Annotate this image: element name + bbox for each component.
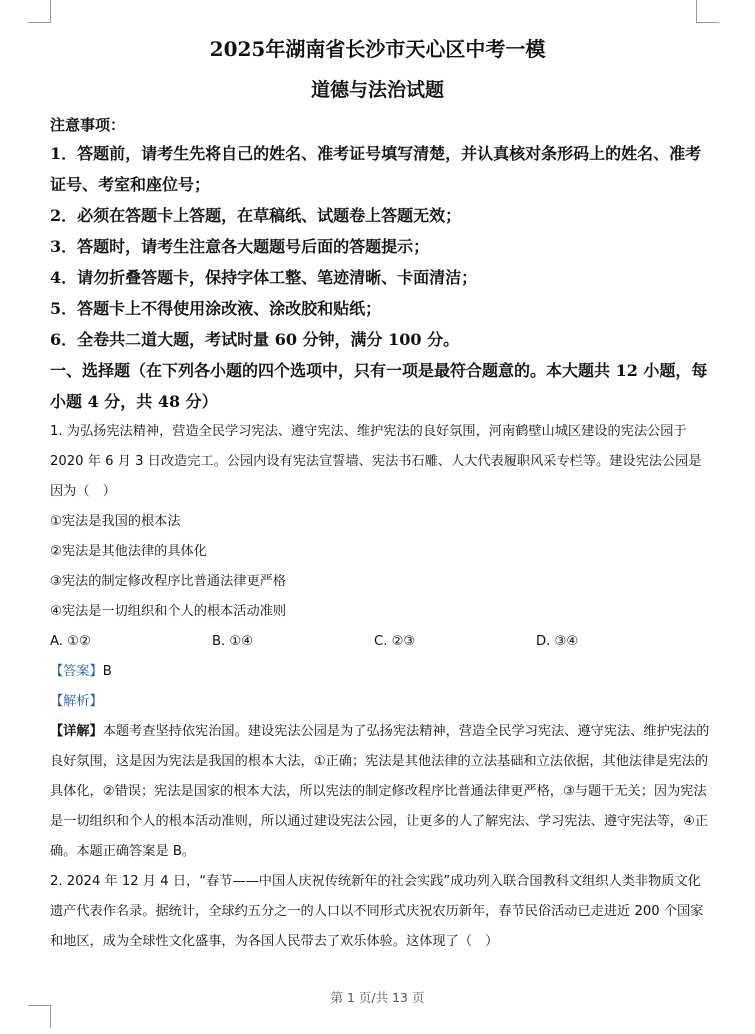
page-footer: 第 1 页/共 13 页 (330, 990, 425, 1005)
crop-mark-bottom-left (28, 1005, 51, 1028)
document-body (50, 112, 710, 957)
detail-text: 本题考查坚持依宪治国。建设宪法公园是为了弘扬宪法精神，营造全民学习宪法、遵守宪法、维护宪法的良好氛围，这是因为宪法是我国的根本大法，①正确；宪法是其他法律的立法基础和立法依据，其他法律是宪法的具体化，②错误；宪法是国家的根本大法，所以宪法的制定修改程序比普通法律更严格，③与题干无关；因为宪法是一切组织和个人的根本活动准则，所以通过建设宪法公园，让更多的人了解宪法、学习宪法、遵守宪法等，④正确。本题正确答案是 B。 (50, 724, 710, 859)
page-title: 2025年湖南省长沙市天心区中考一模 (209, 37, 546, 61)
notice-item: 2．必须在答题卡上答题，在草稿纸、试题卷上答题无效； (50, 206, 462, 225)
statement-item: ②宪法是其他法律的具体化 (50, 544, 207, 559)
answer-tag: 【答案】 (50, 664, 103, 679)
question-1-stem: 1. 为弘扬宪法精神，营造全民学习宪法、遵守宪法、维护宪法的良好氛围，河南鹤壁山城区建设的宪法公园于 2020 年 6 月 3 日改造完工。公园内设有宪法宣誓墙、宪法书石雕、人大代表履职风采专栏等。建设宪法公园是因为（ ） (50, 424, 702, 499)
statement-item: ③宪法的制定修改程序比普通法律更严格 (50, 574, 287, 589)
option-a: A. ①② (50, 634, 91, 649)
analysis-line (50, 687, 710, 717)
crop-mark-top-left (28, 0, 51, 23)
answer-value: B (102, 664, 112, 679)
statement-item: ④宪法是一切组织和个人的根本活动准则 (50, 604, 287, 619)
analysis-tag: 【解析】 (50, 694, 103, 709)
option-b: B. ①④ (212, 634, 254, 649)
section-heading: 一、选择题（在下列各小题的四个选项中，只有一项是最符合题意的。本大题共 12 小题，每小题 4 分，共 48 分） (50, 361, 708, 411)
notice-item: 1．答题前，请考生先将自己的姓名、准考证号填写清楚，并认真核对条形码上的姓名、准考证号、考室和座位号； (50, 144, 702, 194)
statement-item: ①宪法是我国的根本法 (50, 514, 181, 529)
answer-options (50, 627, 710, 657)
detail-tag: 【详解】 (50, 724, 103, 739)
notice-heading: 注意事项： (50, 116, 126, 134)
notice-item: 3．答题时，请考生注意各大题题号后面的答题提示； (50, 237, 430, 256)
notice-item: 6．全卷共二道大题，考试时量 60 分钟，满分 100 分。 (50, 330, 460, 349)
notice-item: 5．答题卡上不得使用涂改液、涂改胶和贴纸； (50, 299, 382, 318)
crop-mark-top-right (696, 0, 719, 23)
notice-item: 4．请勿折叠答题卡，保持字体工整、笔迹清晰、卡面清洁； (50, 268, 478, 287)
option-c: C. ②③ (374, 634, 416, 649)
answer-line (50, 657, 710, 687)
detail-paragraph (50, 717, 710, 867)
question-2-stem: 2. 2024 年 12 月 4 日，“春节——中国人庆祝传统新年的社会实践”成功列入联合国教科文组织人类非物质文化遗产代表作名录。据统计，全球约五分之一的人口以不同形式庆祝农历新年，春节民俗活动已走进近 200 个国家和地区，成为全球性文化盛事，为各国人民带去了欢乐体验。这体现了（ ） (50, 874, 704, 949)
option-d: D. ③④ (536, 634, 579, 649)
page-subtitle: 道德与法治试题 (310, 79, 444, 101)
